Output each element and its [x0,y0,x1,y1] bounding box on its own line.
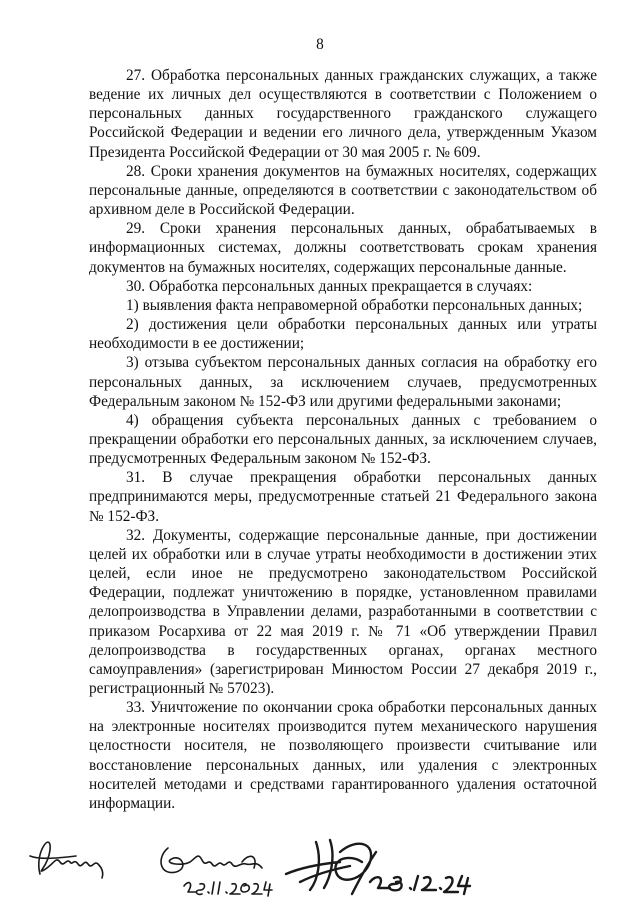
signature-2 [161,848,262,873]
handwritten-signatures [0,812,640,899]
signatures-area [0,812,640,899]
signature-2-date [184,882,272,896]
signature-3 [286,840,376,894]
paragraph-30: 30. Обработка персональных данных прекращается в случаях: [126,277,533,295]
paragraph-28: 28. Сроки хранения документов на бумажных носителях, содержащих персональные данные, определяются в соответствии с законодательством об архивном деле в Российской Федерации. [89,162,597,219]
list-item-2: 2) достижения цели обработки персональных данных или утраты необходимости в ее достижении; [89,316,597,353]
list-item-1: 1) выявления факта неправомерной обработки персональных данных; [126,296,583,314]
document-body [89,66,597,813]
list-item-4: 4) обращения субъекта персональных данных с требованием о прекращении обработки его персональных данных, за исключением случаев, предусмотренных Федеральным законом № 152-ФЗ. [89,411,597,468]
signature-1 [30,842,103,878]
list-item-3: 3) отзыва субъектом персональных данных согласия на обработку его персональных данных, за исключением случаев, предусмотренных Федеральным законом № 152-ФЗ или другими федеральными законами; [89,354,597,410]
paragraph-31: 31. В случае прекращения обработки персональных данных предпринимаются меры, предусмотренные статьей 21 Федерального закона № 152-ФЗ. [89,469,597,525]
signature-3-date [370,876,470,894]
paragraph-29: 29. Сроки хранения персональных данных, обрабатываемых в информационных системах, должны соответствовать срокам хранения документов на бумажных носителях, содержащих персональные данные. [89,220,597,276]
page-number: 8 [316,36,324,53]
paragraph-27: 27. Обработка персональных данных гражданских служащих, а также ведение их личных дел осуществляются в соответствии с Положением о персональных данных государственного гражданского служащего Российской Федерации и ведении его личного дела, утвержденным Указом Президента Российской Федерации от 30 мая 2005 г. № 609. [89,67,597,161]
paragraph-32: 32. Документы, содержащие персональные данные, при достижении целей их обработки или в случае утраты необходимости в достижении этих целей, если иное не предусмотрено законодательством Российской Федерации, подлежат уничтожению в порядке, установленном правилами делопроизводства в Управлении делами, разработанными в соответствии с приказом Росархива от 22 мая 2019 г. № 71 «Об утверждении Правил делопроизводства в государственных органах, органах местного самоуправления» (зарегистрирован Минюстом России 27 декабря 2019 г., регистрационный № 57023). [89,526,597,697]
paragraph-33: 33. Уничтожение по окончании срока обработки персональных данных на электронные носителях производится путем механического нарушения целостности носителя, не позволяющего произвести считывание или восстановление персональных данных, или удаления с электронных носителей методами и средствами гарантированного удаления остаточной информации. [89,699,597,812]
